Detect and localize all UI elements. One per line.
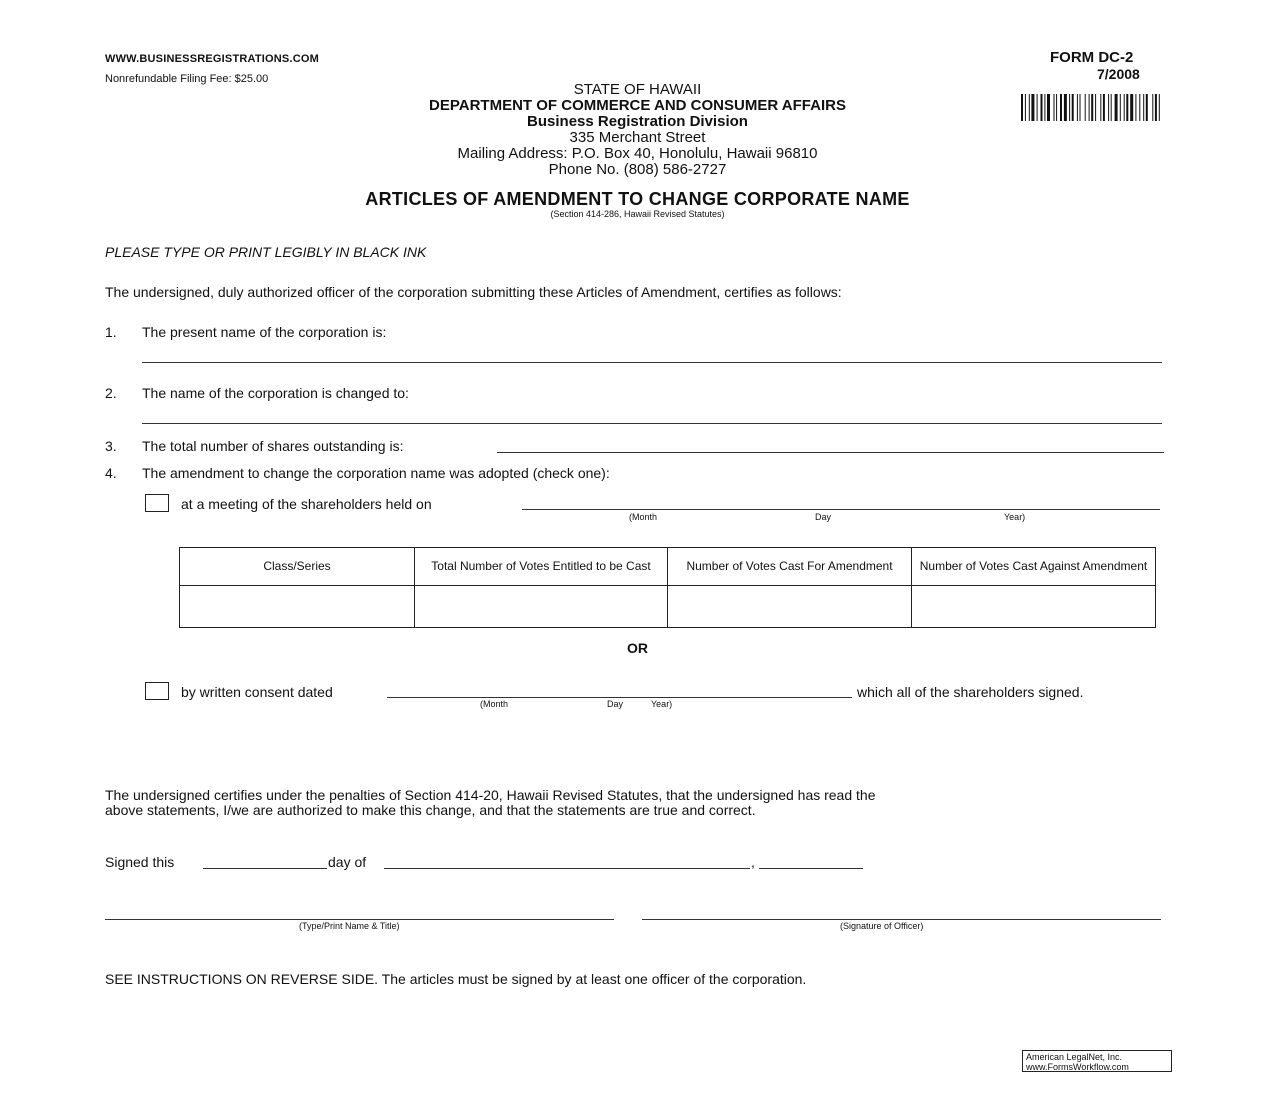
- day-of-label: day of: [328, 854, 367, 870]
- consent-option-label: by written consent dated: [181, 684, 333, 700]
- street-address: 335 Merchant Street: [569, 129, 706, 146]
- meeting-option-label: at a meeting of the shareholders held on: [181, 496, 432, 512]
- header-votes-against: Number of Votes Cast Against Amendment: [912, 548, 1156, 586]
- shares-outstanding-field[interactable]: [497, 437, 1164, 453]
- consent-date-field[interactable]: [387, 682, 852, 698]
- signed-day-field[interactable]: [203, 853, 327, 869]
- item-label-new-name: The name of the corporation is changed to:: [142, 385, 409, 401]
- header-class-series: Class/Series: [180, 548, 415, 586]
- table-header-row: [180, 548, 1156, 586]
- header-votes-for: Number of Votes Cast For Amendment: [668, 548, 912, 586]
- name-title-caption: (Type/Print Name & Title): [299, 921, 400, 931]
- votes-entitled-cell[interactable]: [415, 586, 668, 628]
- signature-caption: (Signature of Officer): [840, 921, 924, 931]
- officer-signature-field[interactable]: [642, 905, 1161, 920]
- ink-instruction: PLEASE TYPE OR PRINT LEGIBLY IN BLACK INK: [105, 244, 427, 260]
- consent-option-suffix: which all of the shareholders signed.: [857, 684, 1084, 700]
- table-row: [180, 586, 1156, 628]
- item-number: 1.: [105, 324, 117, 340]
- item-number: 4.: [105, 465, 117, 481]
- signed-this-label: Signed this: [105, 854, 175, 870]
- item-label-present-name: The present name of the corporation is:: [142, 324, 387, 340]
- votes-table: [179, 547, 1156, 628]
- mailing-address: Mailing Address: P.O. Box 40, Honolulu, Hawaii 96810: [457, 145, 818, 162]
- website-url: WWW.BUSINESSREGISTRATIONS.COM: [105, 53, 319, 65]
- meeting-date-field[interactable]: [522, 494, 1160, 510]
- signed-month-field[interactable]: [384, 853, 750, 869]
- state-name: STATE OF HAWAII: [573, 81, 702, 98]
- item-label-adoption: The amendment to change the corporation name was adopted (check one):: [142, 465, 610, 481]
- certification-line-1: The undersigned certifies under the penalties of Section 414-20, Hawaii Revised Statutes, that the undersigned has read the: [105, 787, 876, 803]
- form-title: ARTICLES OF AMENDMENT TO CHANGE CORPORATE NAME: [365, 189, 910, 209]
- department-name: DEPARTMENT OF COMMERCE AND CONSUMER AFFAIRS: [429, 97, 846, 114]
- signed-year-field[interactable]: [759, 853, 863, 869]
- consent-month-caption: (Month: [480, 699, 509, 709]
- meeting-day-caption: Day: [815, 512, 832, 522]
- new-name-field[interactable]: [142, 408, 1162, 424]
- consent-day-caption: Day: [607, 699, 624, 709]
- publisher-box: [1022, 1050, 1172, 1072]
- reverse-side-note: SEE INSTRUCTIONS ON REVERSE SIDE. The articles must be signed by at least one officer of the corporation.: [105, 971, 807, 987]
- consent-year-caption: Year): [651, 699, 673, 709]
- meeting-month-caption: (Month: [629, 512, 658, 522]
- meeting-checkbox[interactable]: [145, 494, 169, 512]
- certification-line-2: above statements, I/we are authorized to make this change, and that the statements are true and correct.: [105, 802, 756, 818]
- consent-checkbox[interactable]: [145, 682, 169, 700]
- class-series-cell[interactable]: [180, 586, 415, 628]
- name-title-field[interactable]: [105, 905, 614, 920]
- publisher-url: www.FormsWorkflow.com: [1026, 1062, 1129, 1072]
- header-votes-entitled: Total Number of Votes Entitled to be Cast: [415, 548, 668, 586]
- form-number: FORM DC-2: [1050, 49, 1134, 66]
- form-date: 7/2008: [1097, 66, 1140, 82]
- comma-separator: ,: [751, 854, 755, 870]
- item-number: 3.: [105, 438, 117, 454]
- or-separator: OR: [627, 640, 648, 656]
- publisher-name: American LegalNet, Inc.: [1026, 1052, 1123, 1062]
- item-label-shares: The total number of shares outstanding is:: [142, 438, 404, 454]
- meeting-year-caption: Year): [1004, 512, 1026, 522]
- intro-statement: The undersigned, duly authorized officer of the corporation submitting these Articles of Amendment, certifies as follows:: [105, 284, 842, 300]
- present-name-field[interactable]: [142, 347, 1162, 363]
- statute-reference: (Section 414-286, Hawaii Revised Statutes): [550, 209, 725, 219]
- division-name: Business Registration Division: [527, 113, 748, 130]
- item-number: 2.: [105, 385, 117, 401]
- votes-for-cell[interactable]: [668, 586, 912, 628]
- phone-number: Phone No. (808) 586-2727: [548, 161, 727, 178]
- votes-against-cell[interactable]: [912, 586, 1156, 628]
- filing-fee: Nonrefundable Filing Fee: $25.00: [105, 73, 269, 85]
